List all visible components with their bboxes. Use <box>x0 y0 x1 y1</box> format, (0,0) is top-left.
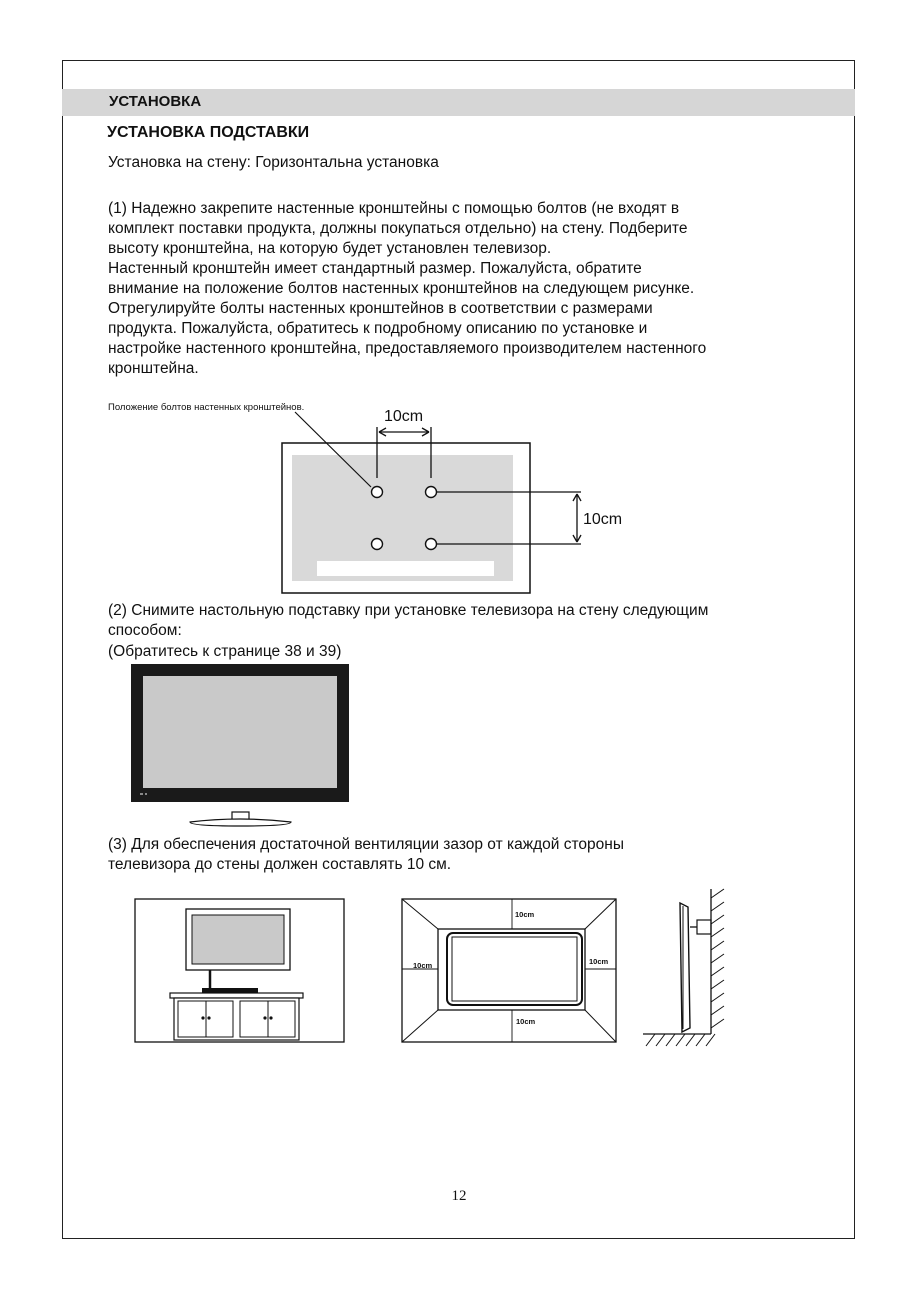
bolt-position-caption: Положение болтов настенных кронштейнов. <box>108 402 305 413</box>
side-wall-mount-illustration <box>643 889 724 1046</box>
page-number: 12 <box>451 1188 467 1204</box>
right-clearance-label: 10cm <box>589 957 609 966</box>
step2-line: (Обратитесь к странице 38 и 39) <box>108 643 342 660</box>
step1-line: (1) Надежно закрепите настенные кронштейны с помощью болтов (не входят в <box>108 200 680 217</box>
page-subtitle: УСТАНОВКА ПОДСТАВКИ <box>107 124 310 141</box>
step1-line: высоту кронштейна, на которую будет установлен телевизор. <box>108 240 552 257</box>
intro-text: Установка на стену: Горизонтальна установка <box>108 154 439 171</box>
step2-line: (2) Снимите настольную подставку при установке телевизора на стену следующим <box>108 602 709 619</box>
step1-line: комплект поставки продукта, должны покупаться отдельно) на стену. Подберите <box>108 220 688 237</box>
step1-line: Настенный кронштейн имеет стандартный размер. Пожалуйста, обратите <box>108 260 642 277</box>
section-title: УСТАНОВКА <box>109 93 202 110</box>
step1-line: кронштейна. <box>108 360 199 377</box>
left-clearance-label: 10cm <box>413 961 433 970</box>
step3-line: (3) Для обеспечения достаточной вентиляции зазор от каждой стороны <box>108 836 624 853</box>
tv-on-cabinet-illustration <box>135 899 344 1042</box>
top-clearance-label: 10cm <box>515 910 535 919</box>
step1-line: внимание на положение болтов настенных кронштейнов на следующем рисунке. <box>108 280 695 297</box>
step1-line: настройке настенного кронштейна, предоставляемого производителем настенного <box>108 340 707 357</box>
step1-line: Отрегулируйте болты настенных кронштейнов в соответствии с размерами <box>108 300 653 317</box>
vertical-dimension-label: 10cm <box>583 511 623 528</box>
bottom-clearance-label: 10cm <box>516 1017 536 1026</box>
step1-line: продукта. Пожалуйста, обратитесь к подробному описанию по установке и <box>108 320 648 337</box>
step2-line: способом: <box>108 622 182 639</box>
step3-line: телевизора до стены должен составлять 10 см. <box>108 856 452 873</box>
horizontal-dimension-label: 10cm <box>384 408 424 425</box>
front-clearance-illustration <box>402 899 616 1042</box>
